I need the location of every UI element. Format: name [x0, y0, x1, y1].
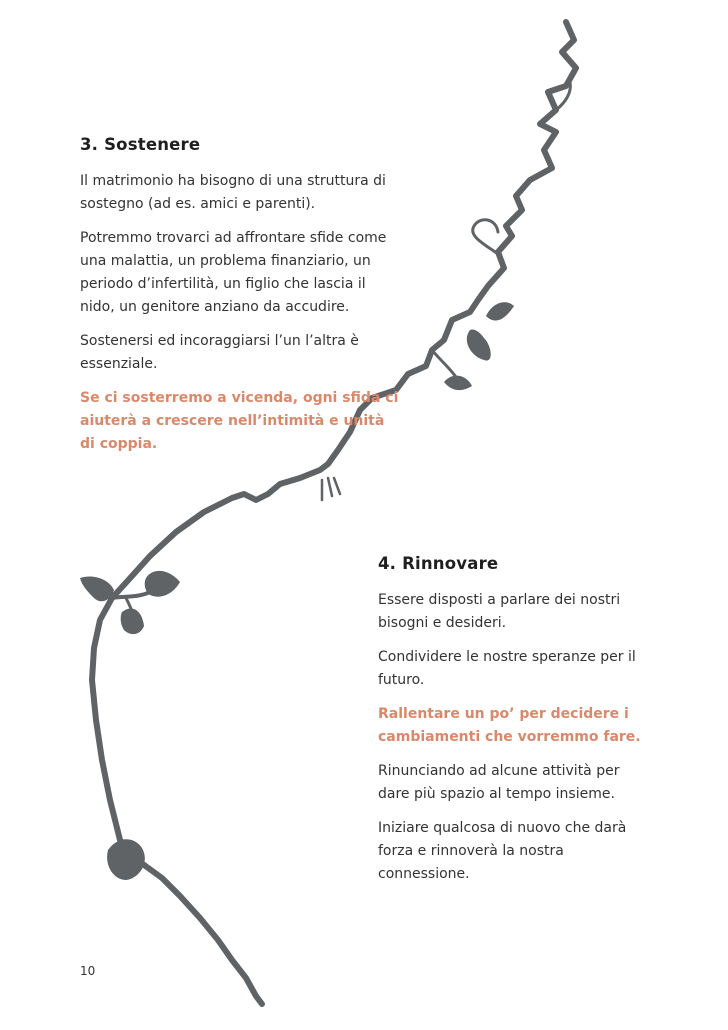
section-rinnovare: [378, 554, 653, 897]
paragraph: Il matrimonio ha bisogno di una struttura di sostegno (ad es. amici e parenti).: [80, 173, 386, 212]
paragraph: Essere disposti a parlare dei nostri bisogni e desideri.: [378, 592, 621, 631]
paragraph: Rinunciando ad alcune attività per dare più spazio al tempo insieme.: [378, 763, 620, 802]
paragraph: Potremmo trovarci ad affrontare sfide come una malattia, un problema finanziario, un periodo d’infertilità, un figlio che lascia il nido, un genitore anziano da accudire.: [80, 230, 387, 315]
page-number: 10: [80, 964, 96, 978]
section-heading: 4. Rinnovare: [378, 554, 499, 573]
section-sostenere: [80, 135, 400, 467]
highlight-text: Se ci sosterremo a vicenda, ogni sfida ci aiuterà a crescere nell’intimità e unità di coppia.: [80, 390, 399, 452]
paragraph: Condividere le nostre speranze per il futuro.: [378, 649, 636, 688]
section-heading: 3. Sostenere: [80, 135, 201, 154]
paragraph: Iniziare qualcosa di nuovo che darà forza e rinnoverà la nostra connessione.: [378, 820, 627, 882]
highlight-text: Rallentare un po’ per decidere i cambiamenti che vorremmo fare.: [378, 706, 641, 745]
paragraph: Sostenersi ed incoraggiarsi l’un l’altra è essenziale.: [80, 333, 359, 372]
